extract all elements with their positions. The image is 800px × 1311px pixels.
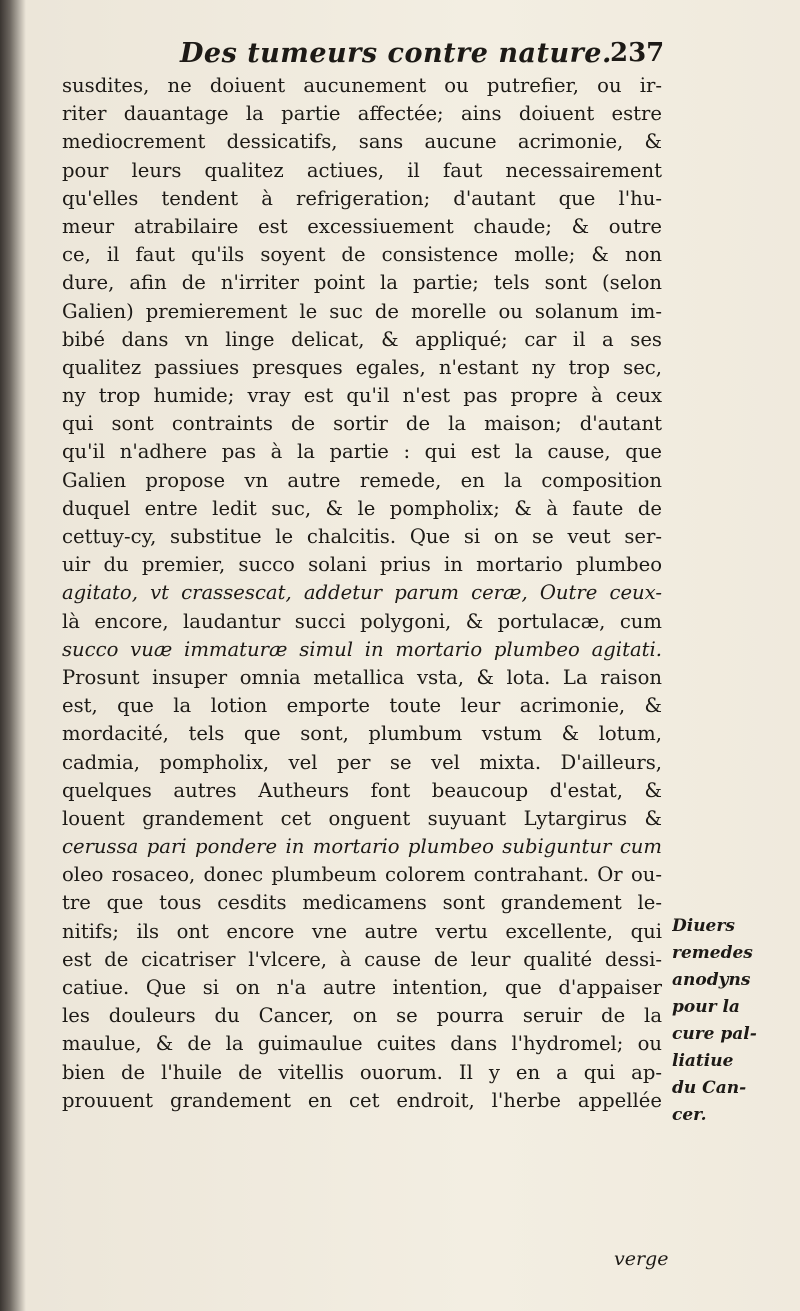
text-line: uir du premier, succo solani prius in mortario plumbeo xyxy=(62,553,662,577)
text-line: louent grandement cet onguent suyuant Lytargirus & xyxy=(62,806,662,830)
text-line: qu'il n'adhere pas à la partie : qui est la cause, que xyxy=(62,440,662,464)
text-line: riter dauantage la partie affectée; ains doiuent estre xyxy=(62,102,662,126)
text-line: qui sont contraints de sortir de la maison; d'autant xyxy=(62,412,662,436)
text-line: qu'elles tendent à refrigeration; d'autant que l'hu- xyxy=(62,186,662,210)
text-line: prouuent grandement en cet endroit, l'herbe appellée xyxy=(62,1088,662,1112)
text-line: est de cicatriser l'vlcere, à cause de leur qualité dessi- xyxy=(62,947,662,971)
margin-note-line: anodyns xyxy=(672,970,751,990)
text-line: meur atrabilaire est excessiuement chaude; & outre xyxy=(62,214,662,238)
text-line: mordacité, tels que sont, plumbum vstum & lotum, xyxy=(62,722,662,746)
margin-note-line: Diuers xyxy=(672,916,735,936)
text-line: mediocrement dessicatifs, sans aucune acrimonie, & xyxy=(62,130,662,154)
text-line: cettuy-cy, substitue le chalcitis. Que si on se veut ser- xyxy=(62,525,662,548)
text-line: quelques autres Autheurs font beaucoup d'estat, & xyxy=(62,778,662,802)
text-line: maulue, & de la guimaulue cuites dans l'hydromel; ou xyxy=(62,1032,662,1056)
catchword: verge xyxy=(614,1248,669,1270)
page-number: 237 xyxy=(610,38,665,68)
text-line: Galien propose vn autre remede, en la composition xyxy=(62,468,662,492)
text-line: là encore, laudantur succi polygoni, & portulacæ, cum xyxy=(62,609,662,633)
text-line: ny trop humide; vray est qu'il n'est pas propre à ceux xyxy=(62,384,662,408)
text-line: dure, afin de n'irriter point la partie; tels sont (selon xyxy=(62,271,662,295)
text-line: cerussa pari pondere in mortario plumbeo subiguntur cum xyxy=(62,835,662,859)
text-line: bien de l'huile de vitellis ouorum. Il y en a qui ap- xyxy=(62,1060,662,1084)
margin-note-line: remedes xyxy=(672,943,753,963)
text-line: nitifs; ils ont encore vne autre vertu excellente, qui xyxy=(62,919,662,943)
margin-note xyxy=(672,913,782,1129)
margin-note-line: du Can- xyxy=(672,1078,747,1098)
margin-note-line: cer. xyxy=(672,1105,707,1125)
text-line: Prosunt insuper omnia metallica vsta, & lota. La raison xyxy=(62,665,662,689)
margin-note-line: liatiue xyxy=(672,1051,734,1071)
body-text xyxy=(62,72,662,1115)
text-line: bibé dans vn linge delicat, & appliqué; car il a ses xyxy=(62,327,662,351)
text-line: agitato, vt crassescat, addetur parum ceræ, Outre ceux- xyxy=(62,581,662,605)
text-line: oleo rosaceo, donec plumbeum colorem contrahant. Or ou- xyxy=(62,863,662,887)
running-title: Des tumeurs contre nature. xyxy=(180,38,612,69)
text-line: Galien) premierement le suc de morelle ou solanum im- xyxy=(62,299,662,323)
text-line: susdites, ne doiuent aucunement ou putrefier, ou ir- xyxy=(62,74,662,97)
margin-note-line: pour la xyxy=(672,997,740,1017)
running-head xyxy=(0,38,800,74)
text-line: qualitez passiues presques egales, n'estant ny trop sec, xyxy=(62,355,662,379)
text-line: cadmia, pompholix, vel per se vel mixta. D'ailleurs, xyxy=(62,750,662,774)
text-line: pour leurs qualitez actiues, il faut necessairement xyxy=(62,158,662,182)
text-line: catiue. Que si on n'a autre intention, que d'appaiser xyxy=(62,976,662,999)
margin-note-line: cure pal- xyxy=(672,1024,757,1044)
text-line: ce, il faut qu'ils soyent de consistence molle; & non xyxy=(62,243,662,267)
text-line: succo vuæ immaturæ simul in mortario plumbeo agitati. xyxy=(62,637,662,661)
text-line: est, que la lotion emporte toute leur acrimonie, & xyxy=(62,694,662,718)
text-line: les douleurs du Cancer, on se pourra seruir de la xyxy=(62,1004,662,1028)
text-line: duquel entre ledit suc, & le pompholix; & à faute de xyxy=(62,496,662,520)
text-line: tre que tous cesdits medicamens sont grandement le- xyxy=(62,891,662,915)
